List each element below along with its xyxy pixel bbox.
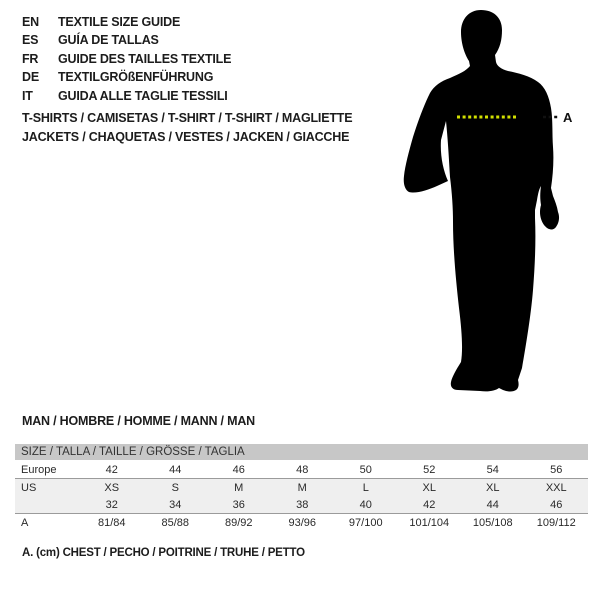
size-row-label: Europe: [15, 461, 80, 479]
size-table: [15, 444, 588, 531]
language-title-list: [22, 13, 231, 105]
language-title: TEXTILGRÖßENFÜHRUNG: [58, 70, 214, 85]
language-row-it: [22, 87, 231, 105]
size-cell: 44: [144, 461, 208, 479]
category-lines: [22, 109, 352, 146]
size-cell: 97/100: [348, 516, 383, 529]
size-cell: 44: [461, 496, 525, 514]
size-cell: 109/112: [536, 516, 576, 529]
size-cell: 38: [271, 496, 335, 514]
category-tshirts: T-SHIRTS / CAMISETAS / T-SHIRT / T-SHIRT / MAGLIETTE: [22, 111, 353, 125]
size-cell: 52: [398, 461, 462, 479]
size-cell: 105/108: [472, 516, 513, 529]
size-row-europe: [15, 461, 588, 479]
language-code: IT: [22, 88, 33, 103]
size-table-header-label: SIZE / TALLA / TAILLE / GRÖSSE / TAGLIA: [15, 444, 588, 461]
language-code: DE: [22, 70, 39, 85]
size-cell: XL: [398, 479, 462, 497]
size-cell: 85/88: [161, 516, 190, 529]
language-code: FR: [22, 51, 39, 66]
language-row-es: [22, 31, 231, 49]
size-cell: 101/104: [409, 516, 450, 529]
size-row-label: [15, 496, 80, 514]
language-code: EN: [22, 15, 39, 29]
size-cell: 89/92: [224, 516, 253, 529]
language-row-en: [22, 13, 231, 31]
chest-footnote: A. (cm) CHEST / PECHO / POITRINE / TRUHE / PETTO: [22, 547, 305, 559]
size-cell: 56: [525, 461, 589, 479]
size-cell: 50: [334, 461, 398, 479]
size-cell: L: [334, 479, 398, 497]
man-silhouette: [404, 10, 559, 392]
language-title: TEXTILE SIZE GUIDE: [58, 15, 181, 29]
size-row-us: [15, 479, 588, 497]
size-table-header-row: [15, 444, 588, 461]
size-cell: 34: [144, 496, 208, 514]
size-row-numeric: [15, 496, 588, 514]
size-cell: 46: [525, 496, 589, 514]
size-cell: 81/84: [97, 516, 126, 529]
size-cell: 46: [207, 461, 271, 479]
man-silhouette-figure: [395, 0, 600, 400]
language-title: GUIDE DES TAILLES TEXTILE: [58, 51, 232, 66]
size-table-body: [15, 461, 588, 532]
size-cell: XS: [80, 479, 144, 497]
size-cell: 48: [271, 461, 335, 479]
language-row-fr: [22, 50, 231, 68]
language-title: GUIDA ALLE TAGLIE TESSILI: [58, 88, 228, 103]
size-cell: S: [144, 479, 208, 497]
size-cell: 40: [334, 496, 398, 514]
size-row-label: US: [15, 479, 80, 497]
size-cell: 42: [80, 461, 144, 479]
language-title: GUÍA DE TALLAS: [58, 33, 159, 48]
size-cell: XL: [461, 479, 525, 497]
size-row-label: A: [21, 516, 29, 529]
measure-label-a: A: [563, 110, 573, 125]
language-code: ES: [22, 33, 39, 48]
size-cell: 36: [207, 496, 271, 514]
size-cell: 42: [398, 496, 462, 514]
size-cell: 54: [461, 461, 525, 479]
section-heading-man: MAN / HOMBRE / HOMME / MANN / MAN: [22, 414, 255, 428]
size-cell: M: [271, 479, 335, 497]
size-cell: XXL: [525, 479, 589, 497]
size-cell: 32: [80, 496, 144, 514]
size-cell: M: [207, 479, 271, 497]
category-jackets: JACKETS / CHAQUETAS / VESTES / JACKEN / GIACCHE: [22, 129, 350, 144]
size-cell: 93/96: [288, 516, 317, 529]
language-row-de: [22, 68, 231, 86]
size-row-a: [15, 514, 588, 532]
